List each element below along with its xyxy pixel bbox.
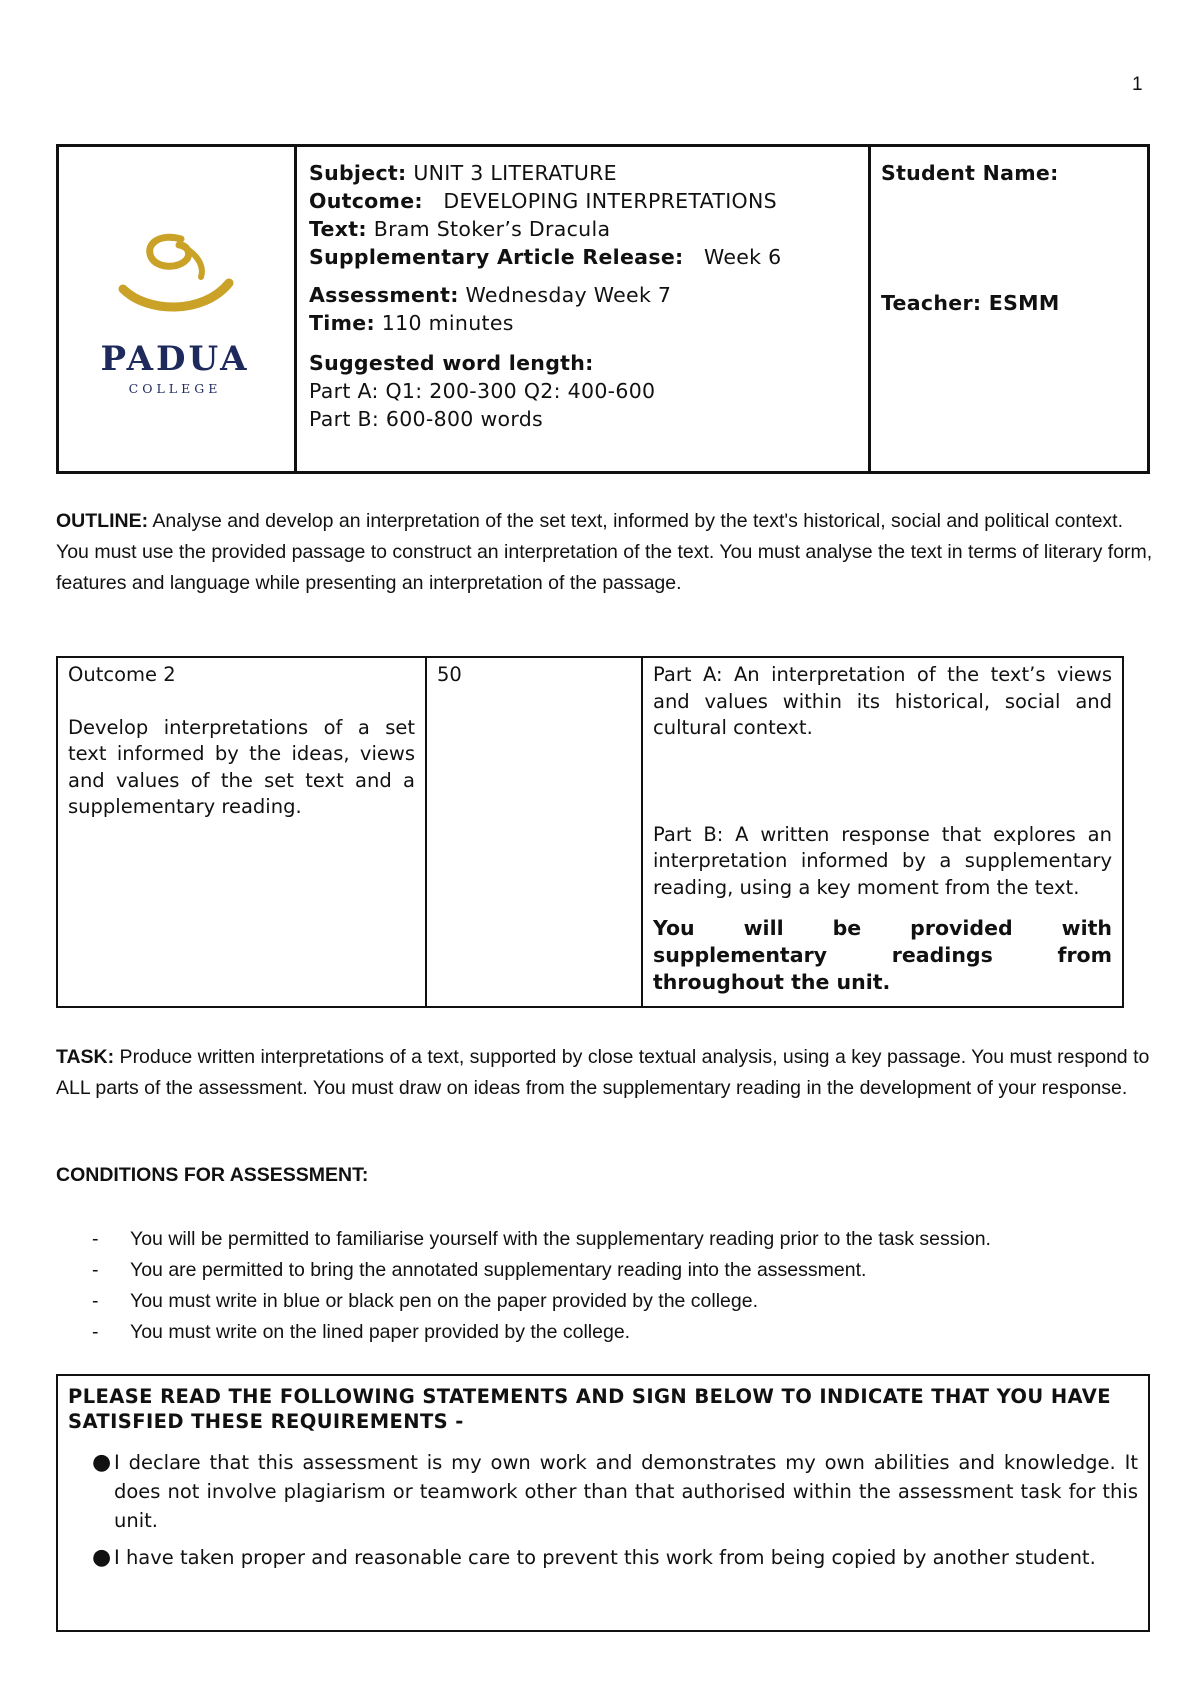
outline-paragraph [56,506,1156,599]
part-b-description: Part B: A written response that explores an interpretation informed by a supplementary reading, using a key moment from the text. [653,822,1112,899]
header-student-info [871,147,1147,471]
text-value: Bram Stoker’s Dracula [366,217,611,241]
time-label: Time: [309,311,375,335]
list-item: - You must write on the lined paper provided by the college. [92,1321,631,1343]
supplementary-note: You will be provided with supplementary readings from throughout the unit. [653,916,1112,994]
page-number: 1 [1132,74,1143,95]
header-table [56,144,1150,474]
outcome-line [309,187,858,215]
conditions-title: CONDITIONS FOR ASSESSMENT: [56,1164,369,1186]
list-item: - You are permitted to bring the annotated supplementary reading into the assessment. [92,1259,867,1281]
outcome-label: Outcome: [309,189,423,213]
text-line [309,215,858,243]
outcome-cell [58,658,427,1006]
outcome-title: Outcome 2 [68,663,176,686]
teacher-label: Teacher: ESMM [881,291,1060,315]
release-value: Week 6 [703,245,782,269]
conditions-list [56,1224,991,1348]
declaration-title: PLEASE READ THE FOLLOWING STATEMENTS AND SIGN BELOW TO INDICATE THAT YOU HAVE SATISFIED THESE REQUIREMENTS - [68,1385,1111,1433]
list-item: - You must write in blue or black pen on the paper provided by the college. [92,1290,759,1312]
logo-cell [59,147,297,471]
bullet-icon: ● [92,1545,112,1570]
outcome-description: Develop interpretations of a set text informed by the ideas, views and values of the set text and a supplementary reading. [68,715,415,818]
assessment-value: Wednesday Week 7 [458,283,672,307]
task-paragraph [56,1042,1156,1104]
subject-line [309,159,858,187]
outline-text: Analyse and develop an interpretation of the set text, informed by the text's historical, social and political context. You must use the provided passage to construct an interpretation of the text. You must analyse the text in terms of literary form, features and language while presenting an interpretation of the passage. [56,510,1153,594]
assessment-line [309,281,858,309]
word-length-part-b: Part B: 600-800 words [309,407,544,431]
release-line [309,243,858,271]
task-text: Produce written interpretations of a text, supported by close textual analysis, using a key passage. You must respond to ALL parts of the assessment. You must draw on ideas from the supplementary reading in the development of your response. [56,1046,1150,1099]
task-label: TASK: [56,1046,115,1068]
marks-cell [427,658,643,1006]
time-line [309,309,858,337]
header-details [297,147,871,471]
word-length-part-a: Part A: Q1: 200-300 Q2: 400-600 [309,379,656,403]
text-label: Text: [309,217,367,241]
padua-logo-icon [117,229,237,329]
subject-value: UNIT 3 LITERATURE [406,161,617,185]
subject-label: Subject: [309,161,407,185]
declaration-box [56,1374,1150,1632]
logo-name: PADUA [100,339,250,379]
assessment-label: Assessment: [309,283,459,307]
time-value: 110 minutes [374,311,514,335]
marks-value: 50 [437,663,462,686]
parts-cell [643,658,1122,1006]
outcome-value: DEVELOPING INTERPRETATIONS [443,189,777,213]
bullet-icon: ● [92,1450,112,1475]
word-length-label: Suggested word length: [309,351,594,375]
declaration-item: ● I have taken proper and reasonable care to prevent this work from being copied by another student. [68,1543,1138,1572]
outline-label: OUTLINE: [56,510,149,532]
outcome-table [56,656,1124,1008]
part-a-description: Part A: An interpretation of the text’s views and values within its historical, social and cultural context. [653,663,1112,739]
release-label: Supplementary Article Release: [309,245,684,269]
declaration-item: ● I declare that this assessment is my own work and demonstrates my own abilities and knowledge. It does not involve plagiarism or teamwork other than that authorised within the assessment task for this unit. [68,1448,1138,1535]
list-item: - You will be permitted to familiarise yourself with the supplementary reading prior to the task session. [92,1228,991,1250]
student-name-label: Student Name: [881,161,1059,185]
logo-sub: COLLEGE [128,381,222,396]
